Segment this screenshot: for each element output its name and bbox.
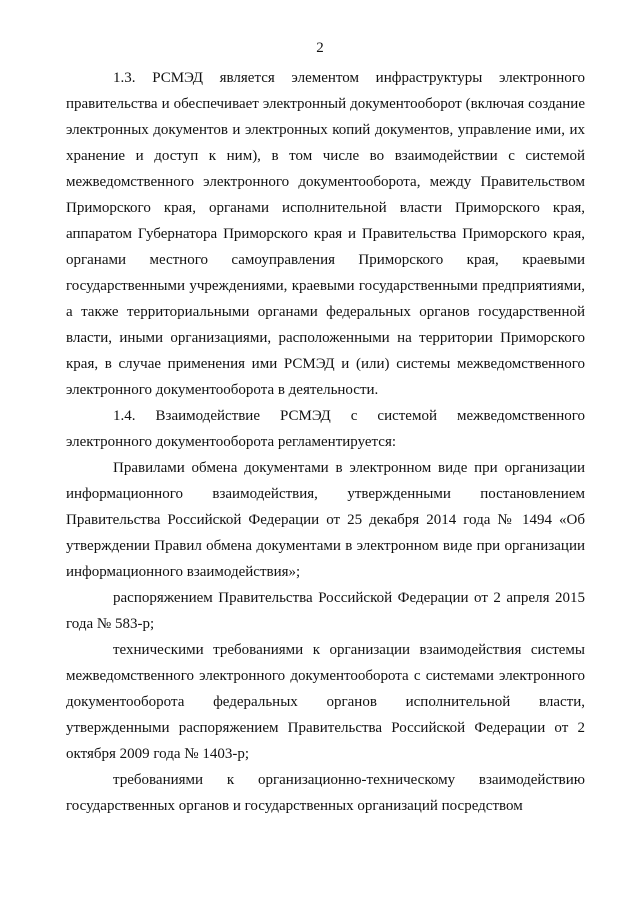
paragraph-order-583: распоряжением Правительства Российской Федерации от 2 апреля 2015 года № 583-р;: [66, 590, 585, 632]
paragraph-tech-requirements: техническими требованиями к организации взаимодействия системы межведомственного электронного документооборота с системами электронного документооборота федеральных органов исполнительной власти, утвержденными распоряжением Правительства Российской Федерации от 2 октября 2009 года № 1403-р;: [66, 642, 585, 762]
paragraph-rules-exchange: Правилами обмена документами в электронном виде при организации информационного взаимодействия, утвержденными постановлением Правительства Российской Федерации от 25 декабря 2014 года № 1494 «Об утверждении Правил обмена документами в электронном виде при организации информационного взаимодействия»;: [66, 460, 585, 580]
paragraph-1-3: 1.3. РСМЭД является элементом инфраструктуры электронного правительства и обеспечивает электронный документооборот (включая создание электронных документов и электронных копий документов, управление ими, их хранение и доступ к ним), в том числе во взаимодействии с системой межведомственного электронного документооборота, между Правительством Приморского края, органами исполнительной власти Приморского края, аппаратом Губернатора Приморского края и Правительства Приморского края, органами местного самоуправления Приморского края, краевыми государственными учреждениями, краевыми государственными предприятиями, а также территориальными органами федеральных органов государственной власти, иными организациями, расположенными на территории Приморского края, в случае применения ими РСМЭД и (или) системы межведомственного электронного документооборота в деятельности.: [66, 70, 585, 398]
page-number: 2: [316, 40, 324, 56]
document-body: [66, 65, 585, 819]
paragraph-1-4: 1.4. Взаимодействие РСМЭД с системой межведомственного электронного документооборота регламентируется:: [66, 408, 585, 450]
paragraph-org-tech-requirements: требованиями к организационно-техническому взаимодействию государственных органов и государственных организаций посредством: [66, 772, 585, 814]
